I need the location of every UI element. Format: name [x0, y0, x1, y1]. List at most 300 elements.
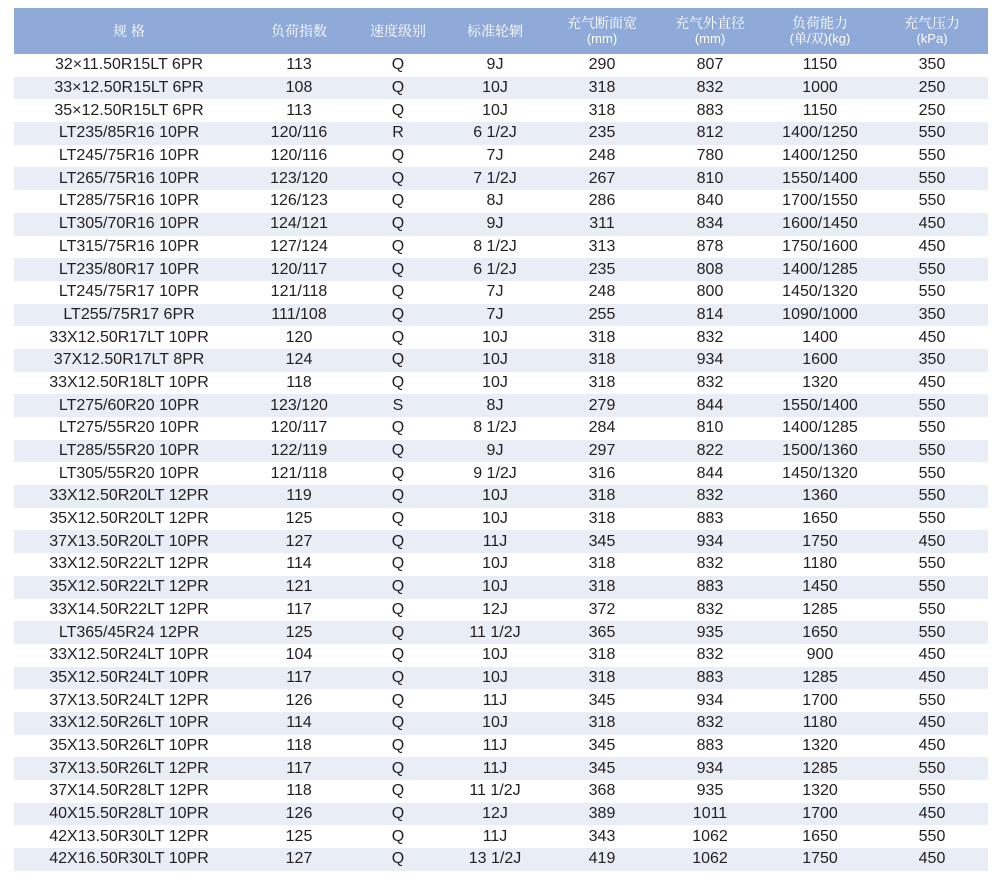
column-header-spec — [14, 8, 244, 54]
cell-spec: LT275/55R20 10PR — [58, 419, 200, 437]
cell-load-index: 108 — [285, 79, 313, 97]
table-row — [14, 644, 988, 667]
table-row — [14, 167, 988, 190]
table-row — [14, 576, 988, 599]
cell-load-index: 127 — [285, 532, 313, 550]
cell-section-width: 389 — [588, 805, 616, 823]
cell-spec: LT285/75R16 10PR — [58, 192, 200, 210]
cell-spec: 35X12.50R22LT 12PR — [49, 578, 209, 596]
cell-spec: LT255/75R17 6PR — [63, 305, 195, 323]
cell-standard-rim: 6 1/2J — [473, 124, 517, 142]
cell-load-index: 113 — [286, 101, 312, 119]
cell-overall-diameter: 883 — [696, 578, 724, 596]
table-row — [14, 780, 988, 803]
column-header-unit: (mm) — [586, 31, 618, 46]
cell-speed-rating: Q — [391, 305, 405, 323]
cell-section-width: 255 — [588, 305, 616, 323]
cell-overall-diameter: 883 — [696, 510, 724, 528]
table-row — [14, 712, 988, 735]
cell-speed-rating: Q — [391, 328, 405, 346]
cell-overall-diameter: 844 — [696, 396, 724, 414]
cell-overall-diameter: 832 — [696, 555, 724, 573]
cell-section-width: 368 — [588, 782, 616, 800]
table-row — [14, 462, 988, 485]
table-row — [14, 848, 988, 871]
cell-inflation-pressure: 550 — [918, 260, 946, 278]
cell-load-capacity: 1320 — [802, 373, 838, 391]
cell-speed-rating: Q — [391, 442, 405, 460]
cell-speed-rating: Q — [391, 850, 405, 868]
cell-spec: LT305/70R16 10PR — [58, 215, 200, 233]
cell-section-width: 318 — [588, 714, 616, 732]
cell-spec: 37X14.50R28LT 12PR — [49, 782, 209, 800]
cell-section-width: 318 — [588, 510, 616, 528]
cell-overall-diameter: 810 — [696, 169, 724, 187]
cell-overall-diameter: 832 — [696, 328, 724, 346]
cell-spec: 35X12.50R24LT 10PR — [49, 668, 209, 686]
cell-standard-rim: 10J — [482, 101, 508, 119]
cell-load-index: 120/116 — [270, 147, 328, 165]
cell-load-capacity: 1650 — [802, 510, 838, 528]
table-row — [14, 122, 988, 145]
column-header-load-index — [244, 8, 354, 54]
column-header-load-capacity — [764, 8, 876, 54]
cell-overall-diameter: 832 — [696, 646, 724, 664]
cell-load-index: 126/123 — [270, 192, 328, 210]
cell-overall-diameter: 832 — [696, 79, 724, 97]
cell-inflation-pressure: 450 — [918, 373, 946, 391]
table-row — [14, 213, 988, 236]
cell-spec: LT245/75R16 10PR — [58, 147, 200, 165]
table-row — [14, 77, 988, 100]
cell-overall-diameter: 834 — [696, 215, 724, 233]
table-row — [14, 735, 988, 758]
cell-inflation-pressure: 450 — [918, 237, 946, 255]
cell-inflation-pressure: 350 — [918, 351, 946, 369]
cell-load-index: 123/120 — [270, 396, 328, 414]
cell-load-index: 118 — [286, 736, 312, 754]
cell-inflation-pressure: 450 — [918, 215, 946, 233]
cell-section-width: 284 — [588, 419, 616, 437]
table-row — [14, 394, 988, 417]
cell-inflation-pressure: 550 — [918, 419, 946, 437]
table-row — [14, 485, 988, 508]
cell-load-index: 118 — [286, 782, 312, 800]
cell-overall-diameter: 883 — [696, 101, 724, 119]
cell-speed-rating: Q — [391, 782, 405, 800]
cell-speed-rating: Q — [391, 623, 405, 641]
cell-spec: 33X12.50R20LT 12PR — [49, 487, 209, 505]
cell-spec: LT275/60R20 10PR — [58, 396, 200, 414]
cell-section-width: 248 — [588, 283, 616, 301]
cell-inflation-pressure: 550 — [918, 578, 946, 596]
cell-load-index: 124 — [285, 351, 313, 369]
cell-load-index: 117 — [286, 759, 312, 777]
cell-section-width: 343 — [588, 827, 616, 845]
cell-load-capacity: 900 — [806, 646, 834, 664]
cell-load-capacity: 1285 — [802, 668, 838, 686]
cell-speed-rating: Q — [391, 283, 405, 301]
cell-speed-rating: Q — [391, 714, 405, 732]
cell-load-capacity: 1700/1550 — [782, 192, 858, 210]
cell-spec: 37X12.50R17LT 8PR — [53, 351, 205, 369]
cell-section-width: 311 — [589, 215, 615, 233]
cell-section-width: 267 — [588, 169, 616, 187]
table-row — [14, 689, 988, 712]
cell-load-capacity: 1090/1000 — [782, 305, 858, 323]
cell-section-width: 318 — [588, 578, 616, 596]
cell-standard-rim: 9J — [486, 215, 504, 233]
cell-spec: 35×12.50R15LT 6PR — [54, 101, 204, 119]
table-row — [14, 621, 988, 644]
cell-inflation-pressure: 350 — [918, 305, 946, 323]
cell-overall-diameter: 812 — [696, 124, 724, 142]
cell-standard-rim: 11J — [482, 759, 508, 777]
cell-load-capacity: 1750 — [802, 532, 838, 550]
table-header — [14, 8, 988, 54]
cell-standard-rim: 10J — [482, 555, 508, 573]
cell-standard-rim: 8 1/2J — [473, 419, 517, 437]
cell-load-index: 119 — [286, 487, 312, 505]
cell-load-capacity: 1700 — [802, 805, 838, 823]
cell-spec: LT285/55R20 10PR — [58, 442, 200, 460]
header-row — [14, 8, 988, 54]
cell-load-capacity: 1650 — [802, 623, 838, 641]
cell-speed-rating: Q — [391, 237, 405, 255]
cell-standard-rim: 7J — [486, 147, 504, 165]
cell-load-capacity: 1750/1600 — [782, 237, 858, 255]
cell-load-index: 121/118 — [270, 283, 328, 301]
cell-spec: 42X16.50R30LT 10PR — [49, 850, 209, 868]
cell-spec: 40X15.50R28LT 10PR — [49, 805, 209, 823]
cell-standard-rim: 12J — [482, 600, 508, 618]
cell-spec: LT305/55R20 10PR — [58, 464, 200, 482]
cell-inflation-pressure: 550 — [918, 691, 946, 709]
cell-load-index: 126 — [285, 805, 313, 823]
cell-speed-rating: Q — [391, 510, 405, 528]
cell-speed-rating: Q — [391, 169, 405, 187]
column-header-unit: (单/双)(kg) — [789, 31, 851, 46]
cell-standard-rim: 11 1/2J — [469, 782, 521, 800]
column-header-overall-diameter — [656, 8, 764, 54]
cell-standard-rim: 10J — [482, 373, 508, 391]
cell-load-index: 117 — [286, 668, 312, 686]
cell-spec: 42X13.50R30LT 12PR — [49, 827, 209, 845]
cell-spec: 33×12.50R15LT 6PR — [54, 79, 204, 97]
cell-inflation-pressure: 450 — [918, 714, 946, 732]
cell-load-index: 120/116 — [270, 124, 328, 142]
cell-section-width: 318 — [588, 101, 616, 119]
column-header-label: 速度级别 — [370, 22, 426, 39]
cell-standard-rim: 11 1/2J — [469, 623, 521, 641]
table-row — [14, 326, 988, 349]
cell-load-index: 118 — [286, 373, 312, 391]
cell-standard-rim: 9J — [486, 442, 504, 460]
cell-inflation-pressure: 550 — [918, 510, 946, 528]
cell-overall-diameter: 934 — [696, 759, 724, 777]
table-row — [14, 417, 988, 440]
cell-spec: LT315/75R16 10PR — [58, 237, 200, 255]
cell-inflation-pressure: 550 — [918, 442, 946, 460]
cell-standard-rim: 10J — [482, 714, 508, 732]
cell-inflation-pressure: 550 — [918, 147, 946, 165]
column-header-label: 充气压力 — [904, 15, 960, 31]
cell-inflation-pressure: 550 — [918, 283, 946, 301]
cell-load-index: 114 — [286, 714, 312, 732]
cell-standard-rim: 10J — [482, 351, 508, 369]
cell-inflation-pressure: 550 — [918, 555, 946, 573]
cell-speed-rating: Q — [391, 419, 405, 437]
cell-inflation-pressure: 450 — [918, 850, 946, 868]
cell-overall-diameter: 780 — [696, 147, 724, 165]
cell-standard-rim: 10J — [482, 510, 508, 528]
column-header-label: 标准轮辋 — [467, 22, 523, 39]
cell-speed-rating: Q — [391, 600, 405, 618]
cell-section-width: 318 — [588, 668, 616, 686]
cell-section-width: 318 — [588, 328, 616, 346]
cell-section-width: 290 — [588, 56, 616, 74]
cell-load-capacity: 1750 — [802, 850, 838, 868]
cell-inflation-pressure: 550 — [918, 124, 946, 142]
cell-inflation-pressure: 550 — [918, 192, 946, 210]
tire-spec-sheet — [14, 8, 988, 871]
cell-standard-rim: 11J — [482, 736, 508, 754]
cell-speed-rating: Q — [391, 215, 405, 233]
cell-load-index: 120/117 — [270, 260, 328, 278]
cell-spec: LT265/75R16 10PR — [58, 169, 200, 187]
cell-overall-diameter: 810 — [696, 419, 724, 437]
cell-load-index: 126 — [285, 691, 313, 709]
column-header-label: 充气外直径 — [675, 15, 745, 31]
cell-spec: 33X12.50R17LT 10PR — [49, 328, 209, 346]
cell-spec: LT235/80R17 10PR — [58, 260, 200, 278]
cell-standard-rim: 8J — [486, 396, 504, 414]
cell-standard-rim: 11J — [482, 691, 508, 709]
table-row — [14, 553, 988, 576]
column-header-speed-rating — [354, 8, 442, 54]
cell-speed-rating: Q — [391, 691, 405, 709]
cell-load-capacity: 1550/1400 — [782, 169, 858, 187]
table-row — [14, 825, 988, 848]
cell-spec: 32×11.50R15LT 6PR — [54, 56, 204, 74]
cell-spec: 37X13.50R26LT 12PR — [49, 759, 209, 777]
table-row — [14, 757, 988, 780]
cell-inflation-pressure: 550 — [918, 487, 946, 505]
cell-spec: LT235/85R16 10PR — [58, 124, 200, 142]
cell-load-capacity: 1500/1360 — [782, 442, 858, 460]
column-header-label: 规 格 — [113, 22, 145, 39]
cell-section-width: 316 — [588, 464, 616, 482]
cell-load-capacity: 1400/1285 — [782, 260, 858, 278]
cell-load-capacity: 1150 — [802, 101, 838, 119]
cell-standard-rim: 11J — [482, 827, 508, 845]
cell-spec: 37X13.50R24LT 12PR — [49, 691, 209, 709]
cell-load-capacity: 1285 — [802, 600, 838, 618]
cell-standard-rim: 9J — [486, 56, 504, 74]
cell-overall-diameter: 814 — [696, 305, 724, 323]
cell-section-width: 235 — [588, 260, 616, 278]
cell-section-width: 419 — [588, 850, 616, 868]
cell-load-capacity: 1700 — [802, 691, 838, 709]
cell-load-capacity: 1180 — [802, 555, 838, 573]
cell-load-capacity: 1285 — [802, 759, 838, 777]
cell-inflation-pressure: 550 — [918, 169, 946, 187]
cell-section-width: 318 — [588, 79, 616, 97]
table-row — [14, 145, 988, 168]
cell-load-capacity: 1450/1320 — [782, 464, 858, 482]
cell-speed-rating: Q — [391, 646, 405, 664]
cell-overall-diameter: 934 — [696, 532, 724, 550]
table-row — [14, 258, 988, 281]
cell-overall-diameter: 878 — [696, 237, 724, 255]
cell-section-width: 279 — [588, 396, 616, 414]
cell-speed-rating: Q — [391, 668, 405, 686]
cell-section-width: 318 — [588, 487, 616, 505]
cell-speed-rating: Q — [391, 56, 405, 74]
cell-inflation-pressure: 550 — [918, 827, 946, 845]
cell-speed-rating: Q — [391, 147, 405, 165]
cell-overall-diameter: 934 — [696, 351, 724, 369]
cell-section-width: 345 — [588, 759, 616, 777]
cell-overall-diameter: 1062 — [692, 827, 728, 845]
cell-standard-rim: 8 1/2J — [473, 237, 517, 255]
cell-spec: 35X13.50R26LT 10PR — [49, 736, 209, 754]
column-header-label: 负荷指数 — [271, 22, 327, 39]
cell-speed-rating: Q — [391, 555, 405, 573]
cell-overall-diameter: 832 — [696, 373, 724, 391]
cell-load-capacity: 1320 — [802, 736, 838, 754]
cell-overall-diameter: 808 — [696, 260, 724, 278]
cell-speed-rating: Q — [391, 351, 405, 369]
table-row — [14, 667, 988, 690]
table-row — [14, 99, 988, 122]
cell-overall-diameter: 1062 — [692, 850, 728, 868]
cell-inflation-pressure: 450 — [918, 736, 946, 754]
cell-spec: 33X14.50R22LT 12PR — [49, 600, 209, 618]
cell-load-capacity: 1180 — [802, 714, 838, 732]
cell-load-capacity: 1650 — [802, 827, 838, 845]
cell-section-width: 297 — [588, 442, 616, 460]
cell-load-index: 125 — [285, 827, 313, 845]
cell-standard-rim: 13 1/2J — [468, 850, 522, 868]
cell-inflation-pressure: 450 — [918, 532, 946, 550]
cell-load-index: 113 — [286, 56, 312, 74]
cell-load-index: 121 — [285, 578, 313, 596]
cell-speed-rating: Q — [391, 192, 405, 210]
cell-section-width: 318 — [588, 351, 616, 369]
column-header-standard-rim — [442, 8, 548, 54]
cell-standard-rim: 7 1/2J — [473, 169, 517, 187]
table-row — [14, 190, 988, 213]
cell-section-width: 248 — [588, 147, 616, 165]
cell-load-capacity: 1600/1450 — [782, 215, 858, 233]
cell-inflation-pressure: 450 — [918, 646, 946, 664]
cell-speed-rating: Q — [391, 827, 405, 845]
cell-section-width: 286 — [588, 192, 616, 210]
cell-spec: 33X12.50R18LT 10PR — [49, 373, 209, 391]
cell-section-width: 372 — [588, 600, 616, 618]
cell-load-index: 114 — [286, 555, 312, 573]
cell-speed-rating: Q — [391, 79, 405, 97]
table-row — [14, 440, 988, 463]
table-row — [14, 236, 988, 259]
cell-overall-diameter: 883 — [696, 668, 724, 686]
cell-spec: 33X12.50R26LT 10PR — [49, 714, 209, 732]
table-body — [14, 54, 988, 871]
cell-load-capacity: 1400/1250 — [782, 147, 858, 165]
cell-load-index: 120 — [285, 328, 313, 346]
cell-load-index: 117 — [286, 600, 312, 618]
table-row — [14, 349, 988, 372]
cell-load-index: 124/121 — [270, 215, 328, 233]
cell-inflation-pressure: 250 — [918, 79, 946, 97]
cell-speed-rating: Q — [391, 759, 405, 777]
cell-overall-diameter: 822 — [696, 442, 724, 460]
cell-speed-rating: R — [392, 124, 404, 142]
column-header-label: 负荷能力 — [792, 15, 848, 31]
table-row — [14, 304, 988, 327]
cell-speed-rating: Q — [391, 578, 405, 596]
cell-inflation-pressure: 250 — [918, 101, 946, 119]
cell-spec: 33X12.50R24LT 10PR — [49, 646, 209, 664]
column-header-section-width — [548, 8, 656, 54]
cell-spec: LT245/75R17 10PR — [58, 283, 200, 301]
cell-load-capacity: 1320 — [802, 782, 838, 800]
cell-overall-diameter: 840 — [696, 192, 724, 210]
column-header-label: 充气断面宽 — [567, 15, 637, 31]
cell-standard-rim: 11J — [482, 532, 508, 550]
table-row — [14, 508, 988, 531]
table-row — [14, 530, 988, 553]
cell-load-capacity: 1360 — [802, 487, 838, 505]
cell-speed-rating: Q — [391, 373, 405, 391]
cell-spec: 37X13.50R20LT 10PR — [49, 532, 209, 550]
cell-load-capacity: 1400/1285 — [782, 419, 858, 437]
cell-overall-diameter: 935 — [696, 623, 724, 641]
table-row — [14, 599, 988, 622]
cell-overall-diameter: 1011 — [692, 805, 728, 823]
cell-standard-rim: 10J — [482, 328, 508, 346]
table-row — [14, 803, 988, 826]
cell-speed-rating: S — [392, 396, 404, 414]
table-row — [14, 281, 988, 304]
cell-spec: LT365/45R24 12PR — [58, 623, 200, 641]
cell-standard-rim: 7J — [486, 305, 504, 323]
cell-standard-rim: 10J — [482, 487, 508, 505]
cell-speed-rating: Q — [391, 260, 405, 278]
cell-inflation-pressure: 550 — [918, 759, 946, 777]
cell-load-index: 104 — [285, 646, 313, 664]
cell-load-index: 127/124 — [270, 237, 328, 255]
cell-load-capacity: 1150 — [802, 56, 838, 74]
cell-overall-diameter: 832 — [696, 600, 724, 618]
cell-load-index: 120/117 — [270, 419, 328, 437]
cell-overall-diameter: 883 — [696, 736, 724, 754]
cell-inflation-pressure: 550 — [918, 396, 946, 414]
cell-inflation-pressure: 450 — [918, 328, 946, 346]
cell-load-capacity: 1450/1320 — [782, 283, 858, 301]
column-header-unit: (mm) — [694, 31, 726, 46]
cell-inflation-pressure: 550 — [918, 782, 946, 800]
cell-load-index: 122/119 — [270, 442, 328, 460]
cell-load-index: 121/118 — [270, 464, 328, 482]
cell-overall-diameter: 844 — [696, 464, 724, 482]
cell-section-width: 365 — [588, 623, 616, 641]
cell-standard-rim: 7J — [486, 283, 504, 301]
cell-section-width: 345 — [588, 691, 616, 709]
cell-standard-rim: 10J — [482, 578, 508, 596]
cell-section-width: 235 — [588, 124, 616, 142]
